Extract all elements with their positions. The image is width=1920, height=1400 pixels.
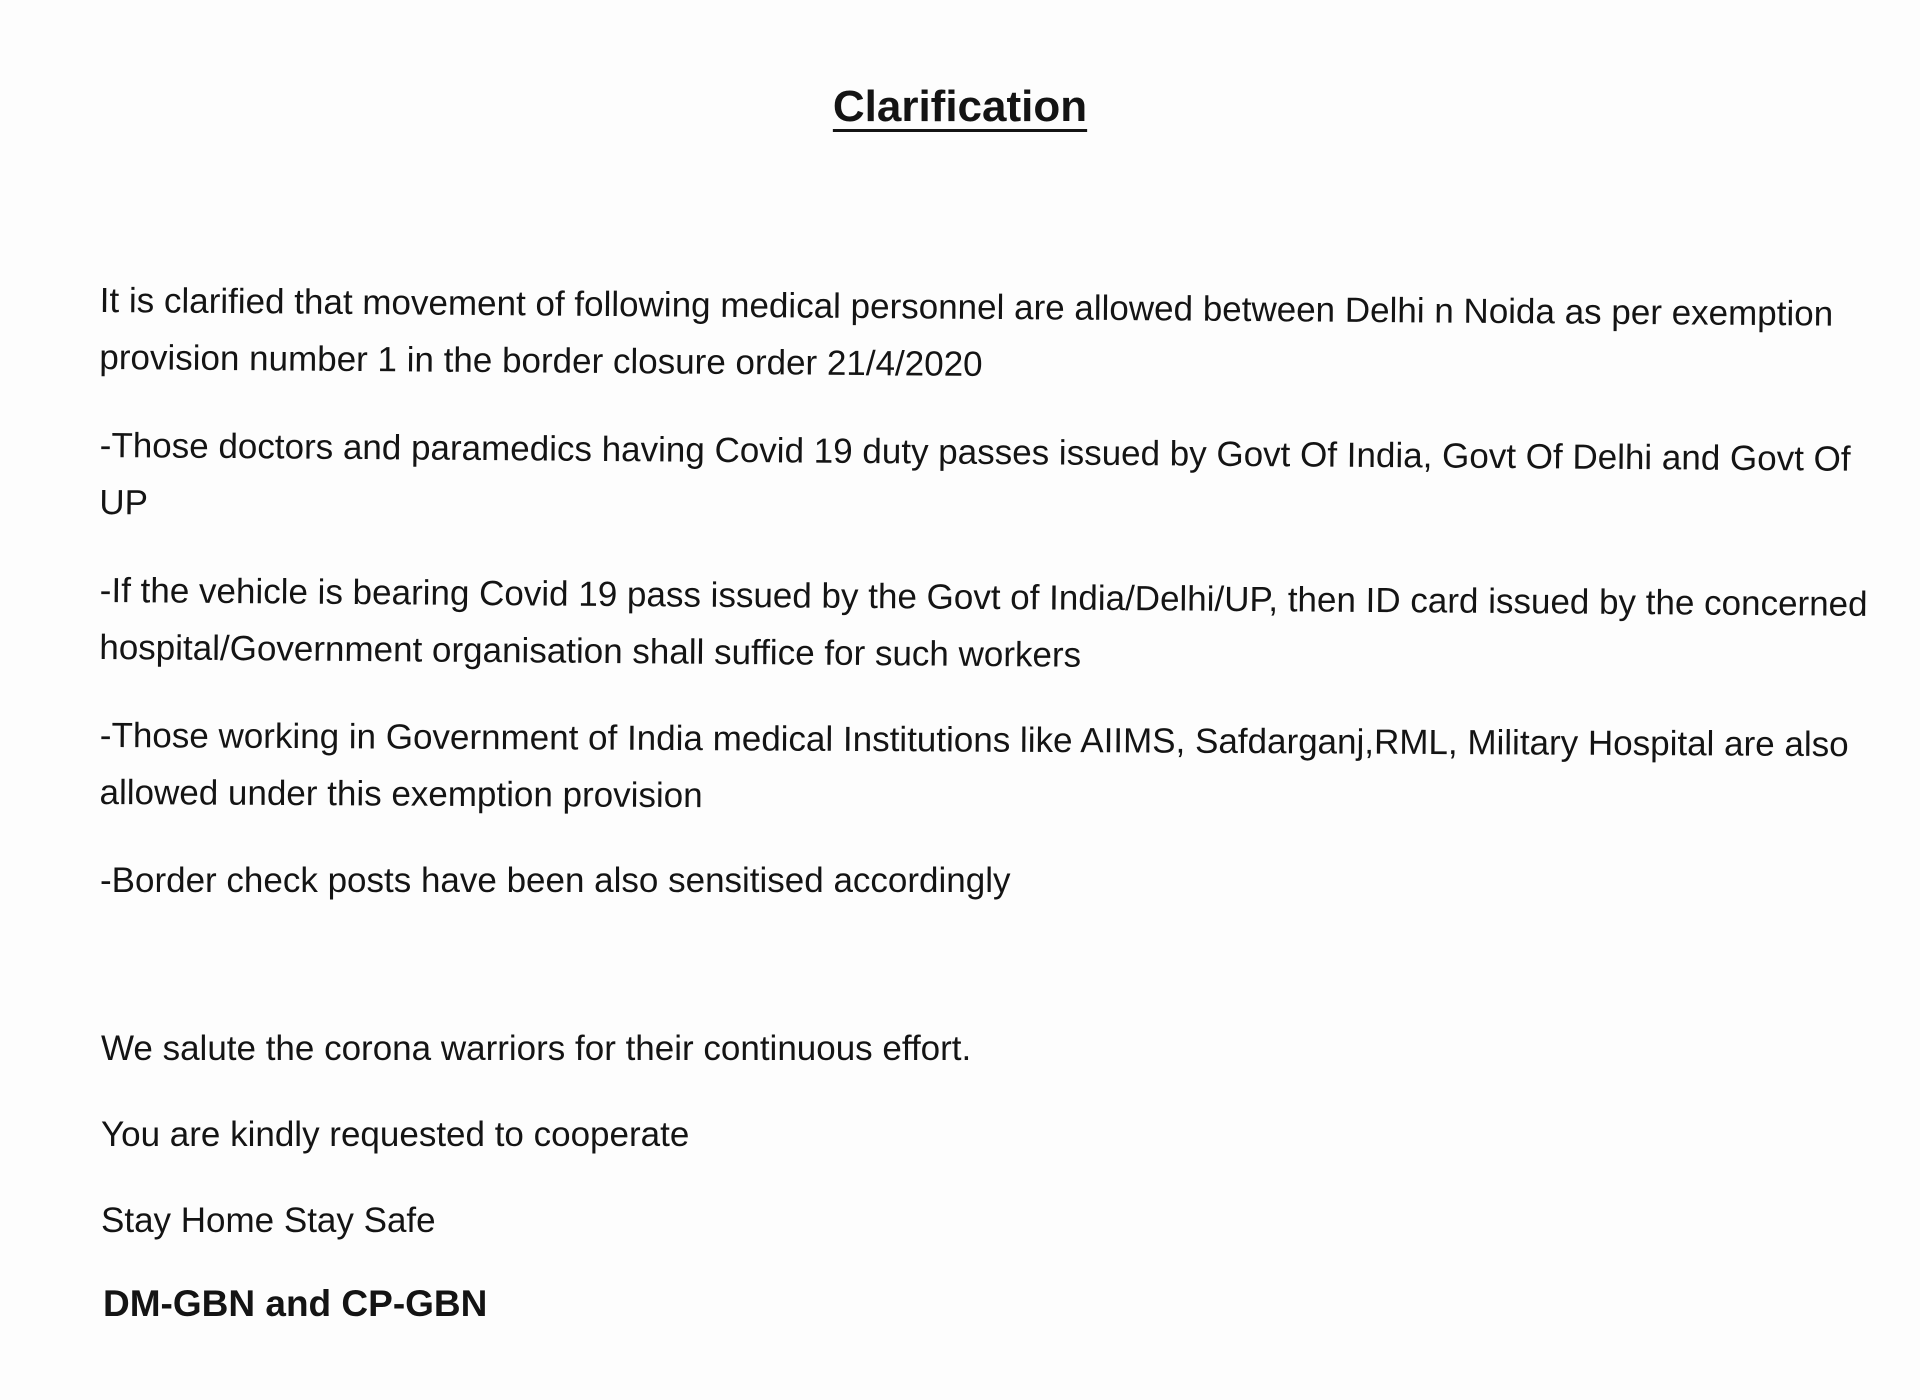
border-check-posts-point: -Border check posts have been also sensitised accordingly	[100, 861, 1011, 900]
medical-institutions-point: -Those working in Government of India medical Institutions like AIIMS, Safdarganj,RML, Military Hospital are also allowed under this exemption provision	[99, 715, 1849, 816]
cooperate-line: You are kindly requested to cooperate	[101, 1115, 690, 1154]
stay-safe-line: Stay Home Stay Safe	[101, 1201, 436, 1240]
vehicle-pass-point: -If the vehicle is bearing Covid 19 pass issued by the Govt of India/Delhi/UP, then ID card issued by the concerned hospital/Government organisation shall suffice for such workers	[99, 570, 1868, 675]
doctors-paramedics-point: -Those doctors and paramedics having Covid 19 duty passes issued by Govt Of India, Govt Of Delhi and Govt Of UP	[99, 425, 1851, 523]
clarification-paragraph: It is clarified that movement of following medical personnel are allowed between Delhi n Noida as per exemption provision number 1 in the border closure order 21/4/2020	[99, 280, 1834, 384]
salute-line: We salute the corona warriors for their continuous effort.	[101, 1029, 972, 1068]
signature: DM-GBN and CP-GBN	[103, 1283, 488, 1324]
document-title-text: Clarification	[832, 82, 1088, 131]
document-title	[0, 82, 1920, 132]
